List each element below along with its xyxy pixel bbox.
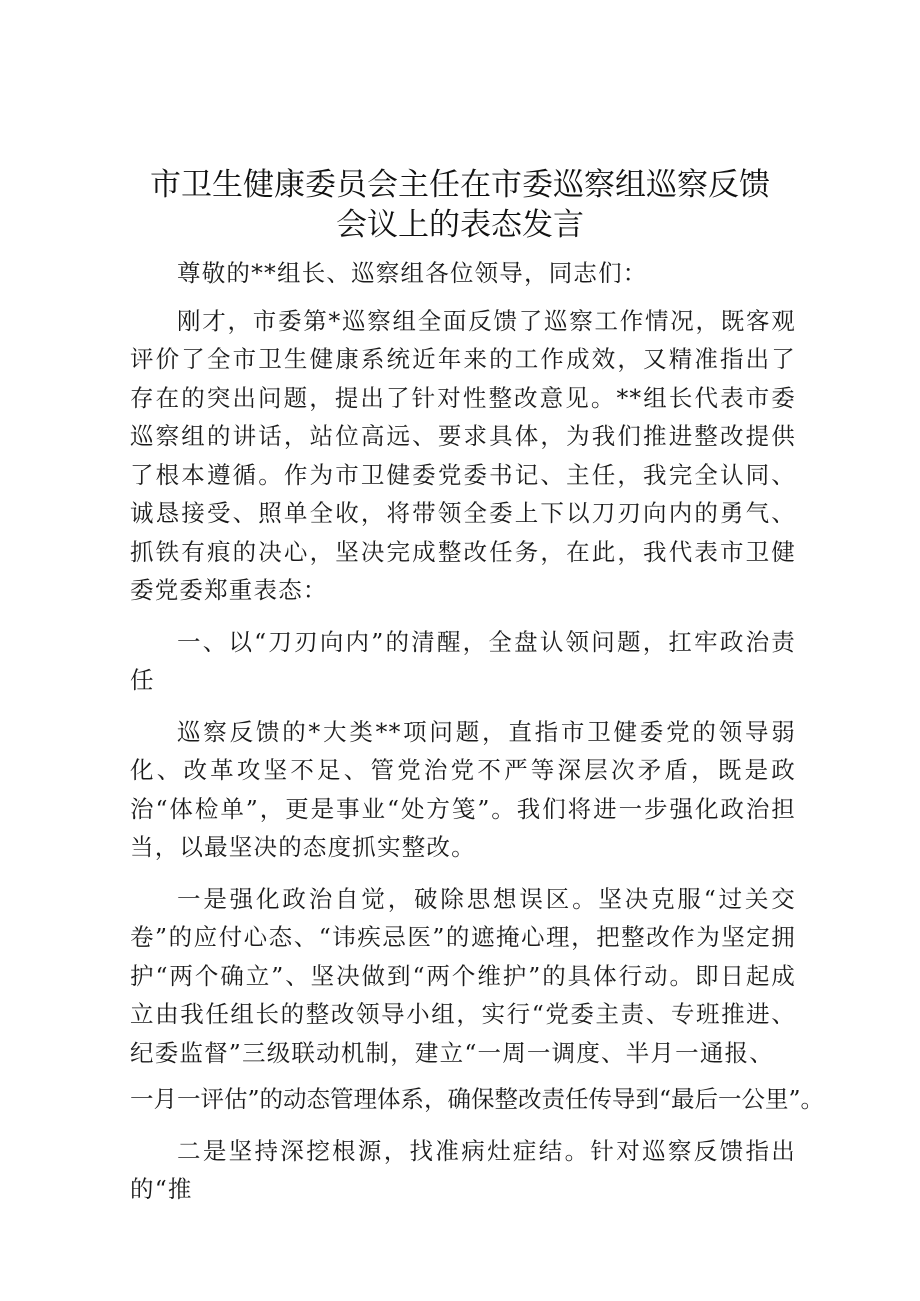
paragraph-opening: 刚才，市委第*巡察组全面反馈了巡察工作情况，既客观评价了全市卫生健康系统近年来的工作成效，又精准指出了存在的突出问题，提出了针对性整改意见。**组长代表市委巡察组的讲话，站位高远、要求具体，为我们推进整改提供了根本遵循。作为市卫健委党委书记、主任，我完全认同、诚恳接受、照单全收，将带领全委上下以刀刃向内的勇气、抓铁有痕的决心，坚决完成整改任务，在此，我代表市卫健委党委郑重表态： bbox=[130, 306, 796, 604]
paragraph-point-2: 二是坚持深挖根源，找准病灶症结。针对巡察反馈指出的“推 bbox=[130, 1136, 796, 1203]
document-title-line-2: 会议上的表态发言 bbox=[336, 207, 584, 243]
paragraph-point-1: 一是强化政治自觉，破除思想误区。坚决克服“过关交卷”的应付心态、“讳疾忌医”的遮掩心理，把整改作为坚定拥护“两个确立”、坚决做到“两个维护”的具体行动。即日起成立由我任组长的整改领导小组，实行“党委主责、专班推进、纪委监督”三级联动机制，建立“一周一调度、半月一通报、 bbox=[130, 884, 796, 1067]
section-heading-1: 一、以“刀刃向内”的清醒，全盘认领问题，扛牢政治责任 bbox=[130, 627, 796, 694]
document-title-line-1: 市卫生健康委员会主任在市委巡察组巡察反馈 bbox=[150, 167, 770, 203]
paragraph-point-1-continued: 一月一评估”的动态管理体系，确保整改责任传导到“最后一公里”。 bbox=[130, 1085, 825, 1113]
salutation: 尊敬的**组长、巡察组各位领导，同志们： bbox=[177, 259, 648, 287]
paragraph-section-1-intro: 巡察反馈的*大类**项问题，直指市卫健委党的领导弱化、改革攻坚不足、管党治党不严等深层次矛盾，既是政治“体检单”，更是事业“处方笺”。我们将进一步强化政治担当，以最坚决的态度抓实整改。 bbox=[130, 717, 796, 861]
document-body bbox=[130, 254, 825, 1222]
